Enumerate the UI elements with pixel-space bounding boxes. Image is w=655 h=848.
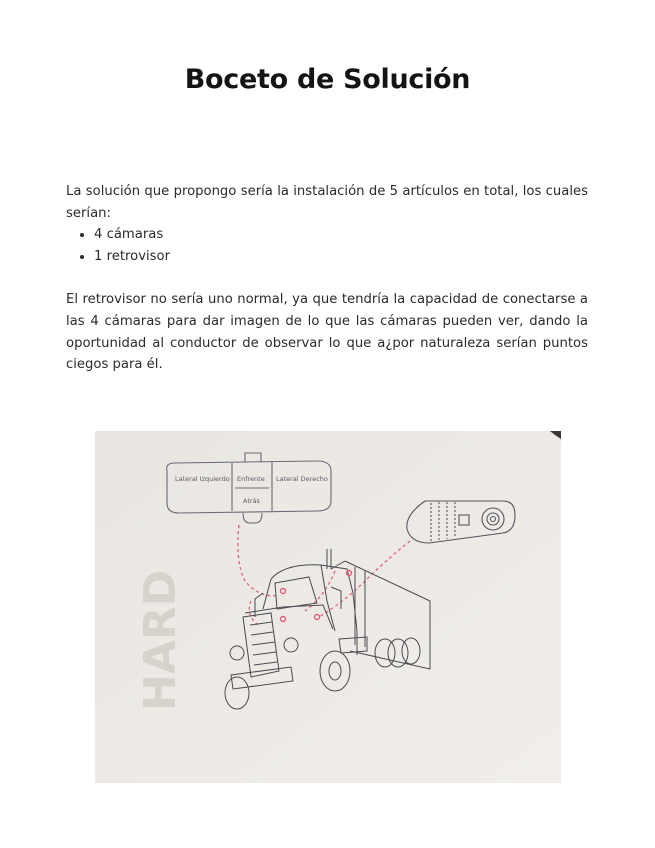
explanation-paragraph: El retrovisor no sería uno normal, ya que tendría la capacidad de conectarse a las 4 cámaras para dar imagen de lo que las cámaras pueden ver, dando la oportunidad al conductor de observar lo que a¿por naturaleza serían puntos ciegos para él. xyxy=(66,292,588,373)
list-item: • 4 cámaras xyxy=(94,224,588,246)
mirror-label-back: Atrás xyxy=(243,497,260,505)
mirror-label-left: Lateral Izquierdo xyxy=(175,475,230,483)
document-body xyxy=(66,181,588,376)
truck-sketch-drawing xyxy=(95,431,561,783)
solution-sketch-photo xyxy=(95,431,561,783)
mirror-label-right: Lateral Derecho xyxy=(276,475,328,483)
intro-paragraph: La solución que propongo sería la instalación de 5 artículos en total, los cuales serían: xyxy=(66,184,588,221)
page-title: Boceto de Solución xyxy=(184,64,471,95)
background-watermark: HARD xyxy=(135,569,186,711)
items-list xyxy=(66,224,588,267)
mirror-label-front: Enfrente xyxy=(237,475,265,483)
list-item: • 1 retrovisor xyxy=(94,246,588,268)
